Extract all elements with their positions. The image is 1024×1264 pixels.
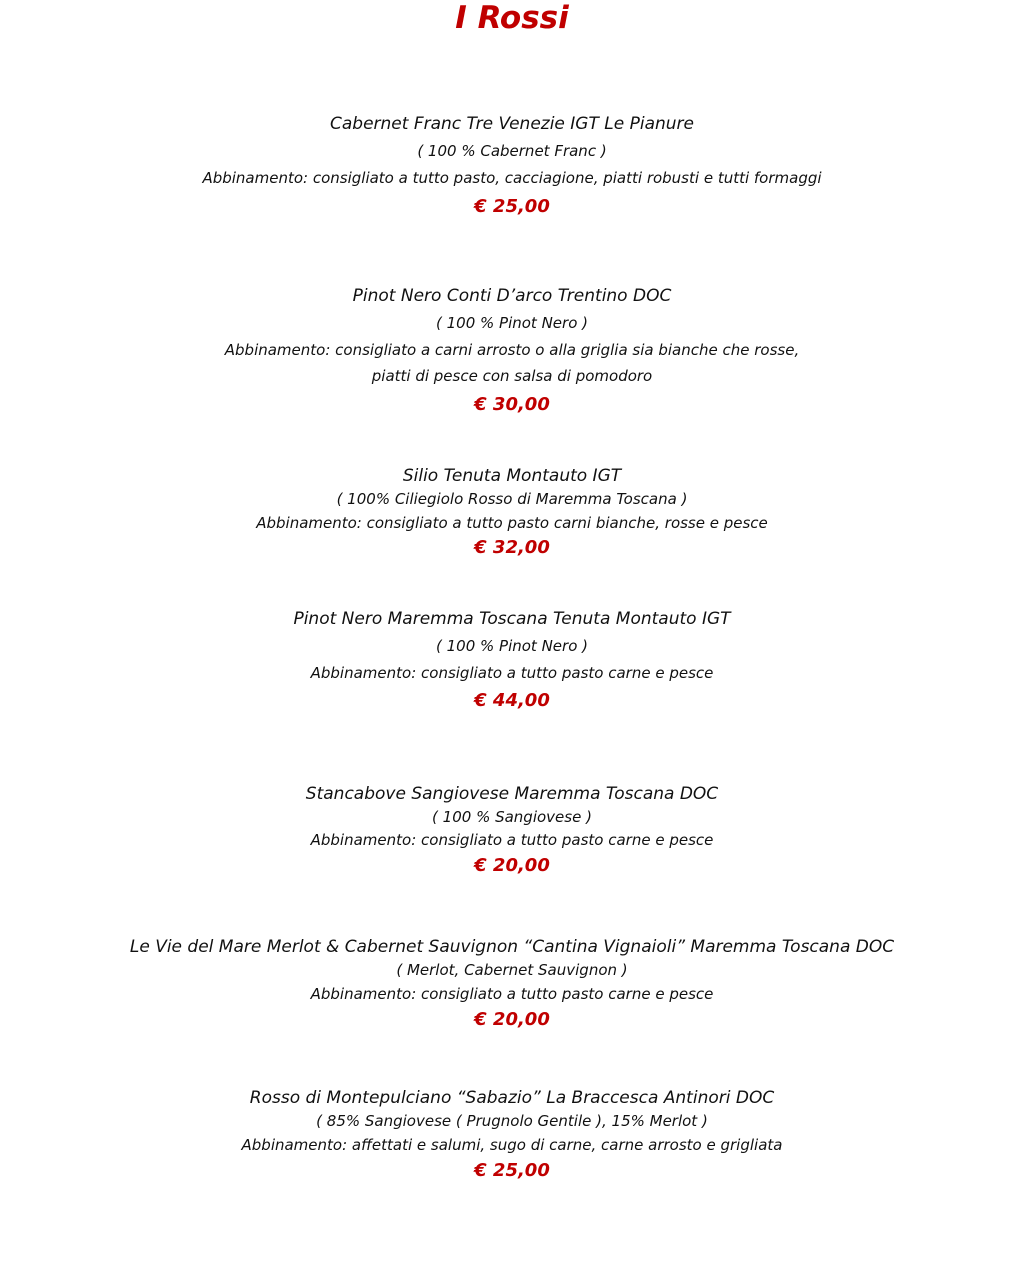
wine-price: € 20,00 [474, 855, 550, 876]
wine-price: € 44,00 [474, 690, 550, 711]
wine-pairing: piatti di pesce con salsa di pomodoro [371, 367, 653, 385]
wine-grapes: ( 100 % Pinot Nero ) [436, 637, 588, 655]
wine-price: € 30,00 [474, 394, 550, 415]
wine-price: € 32,00 [474, 537, 550, 558]
wine-name: Rosso di Montepulciano “Sabazio” La Braccesca Antinori DOC [249, 1088, 775, 1108]
page-title: I Rossi [455, 0, 569, 36]
wine-price: € 25,00 [474, 1160, 550, 1181]
wine-grapes: ( 100% Ciliegiolo Rosso di Maremma Toscana ) [336, 490, 688, 508]
wine-price: € 25,00 [474, 196, 550, 217]
wine-pairing: Abbinamento: affettati e salumi, sugo di carne, carne arrosto e grigliata [241, 1136, 783, 1154]
wine-pairing: Abbinamento: consigliato a tutto pasto carne e pesce [310, 985, 714, 1003]
wine-pairing: Abbinamento: consigliato a carni arrosto o alla griglia sia bianche che rosse, [224, 341, 800, 359]
wine-pairing: Abbinamento: consigliato a tutto pasto carne e pesce [310, 664, 714, 682]
wine-grapes: ( 100 % Sangiovese ) [432, 808, 592, 826]
wine-grapes: ( 100 % Cabernet Franc ) [417, 142, 607, 160]
wine-price: € 20,00 [474, 1009, 550, 1030]
wine-grapes: ( Merlot, Cabernet Sauvignon ) [396, 961, 628, 979]
wine-pairing: Abbinamento: consigliato a tutto pasto, cacciagione, piatti robusti e tutti formaggi [202, 169, 822, 187]
wine-name: Cabernet Franc Tre Venezie IGT Le Pianure [330, 114, 694, 134]
wine-grapes: ( 100 % Pinot Nero ) [436, 314, 588, 332]
wine-name: Silio Tenuta Montauto IGT [402, 466, 622, 486]
wine-name: Stancabove Sangiovese Maremma Toscana DOC [305, 784, 719, 804]
wine-name: Pinot Nero Maremma Toscana Tenuta Montauto IGT [293, 609, 731, 629]
wine-pairing: Abbinamento: consigliato a tutto pasto carne e pesce [310, 831, 714, 849]
wine-name: Le Vie del Mare Merlot & Cabernet Sauvignon “Cantina Vignaioli” Maremma Toscana DOC [129, 937, 895, 957]
wine-pairing: Abbinamento: consigliato a tutto pasto carni bianche, rosse e pesce [256, 514, 768, 532]
wine-name: Pinot Nero Conti D’arco Trentino DOC [352, 286, 672, 306]
wine-grapes: ( 85% Sangiovese ( Prugnolo Gentile ), 15% Merlot ) [316, 1112, 708, 1130]
